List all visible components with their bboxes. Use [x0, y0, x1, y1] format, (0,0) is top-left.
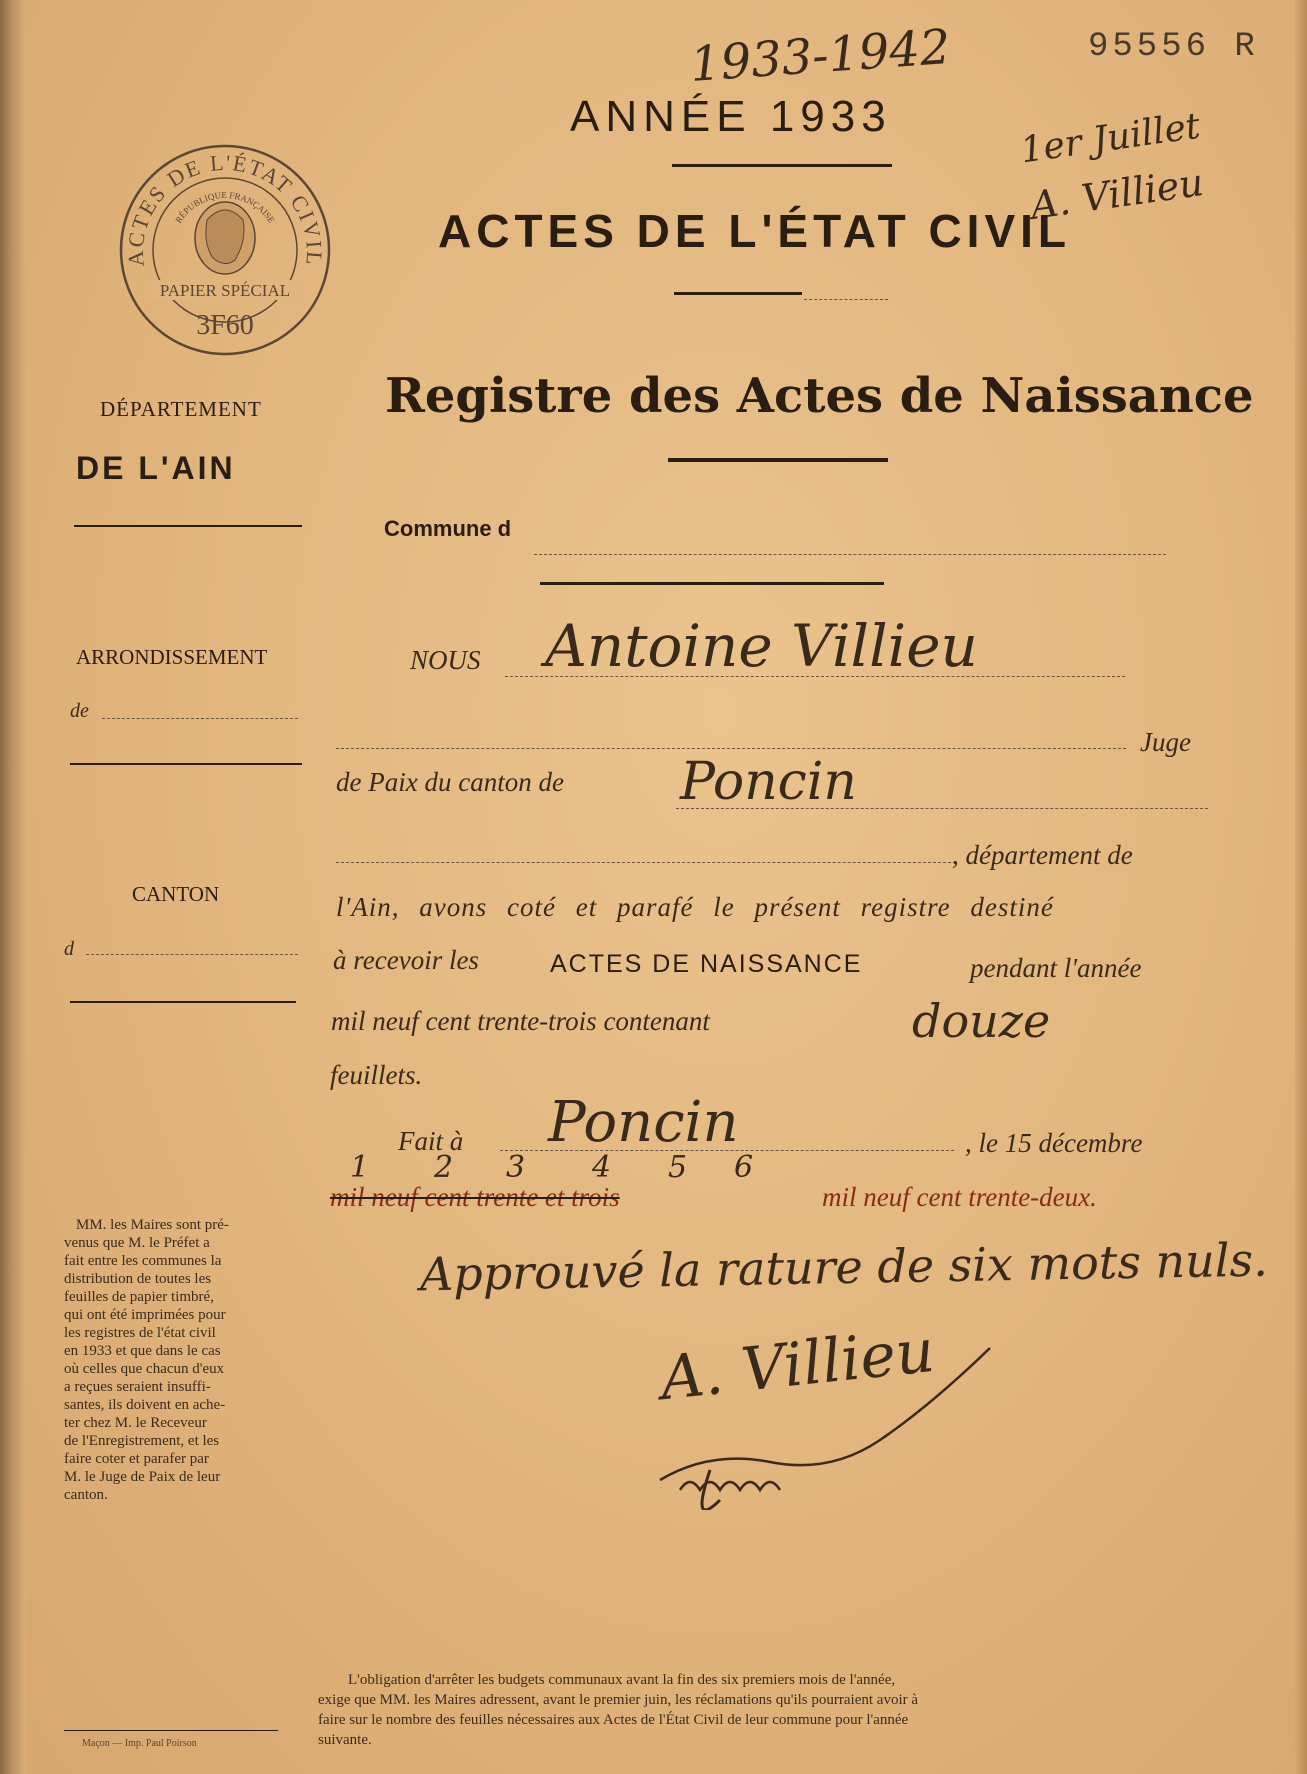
mayor-notice	[64, 1216, 292, 1504]
stamp-inner-text: RÉPUBLIQUE FRANÇAISE	[173, 189, 277, 225]
canton-field[interactable]	[86, 954, 298, 955]
rule	[70, 763, 302, 765]
rule	[74, 525, 302, 527]
arrondissement-de: de	[70, 700, 89, 722]
printer-credit: Maçon — Imp. Paul Poirson	[82, 1738, 197, 1749]
strike-number: 2	[434, 1150, 454, 1185]
rule	[672, 164, 892, 167]
canton-name: Poncin	[680, 752, 857, 812]
fait-place: Poncin	[548, 1090, 739, 1155]
notice-line: en 1933 et que dans le cas	[64, 1343, 221, 1359]
page-edge	[1295, 0, 1307, 1774]
arrondissement-field[interactable]	[102, 718, 298, 719]
notice-line: fait entre les communes la	[64, 1253, 222, 1269]
signature-flourish	[650, 1330, 1010, 1510]
stamp-price: 3F60	[196, 310, 254, 341]
notice-line: où celles que chacun d'eux	[64, 1361, 225, 1377]
departement-field[interactable]	[336, 862, 956, 863]
notice-line: M. le Juge de Paix de leur	[64, 1469, 221, 1485]
date-label: , le 15 décembre	[965, 1128, 1143, 1158]
feuillets-label: feuillets.	[330, 1060, 423, 1090]
notice-line: distribution de toutes les	[64, 1271, 212, 1287]
margin-signature: A. Villieu	[1027, 160, 1207, 228]
strike-number: 5	[668, 1150, 688, 1185]
feuillets-count: douze	[912, 994, 1051, 1048]
notice-line: feuilles de papier timbré,	[64, 1289, 214, 1305]
strike-number: 1	[350, 1150, 370, 1185]
year-text: mil neuf cent trente-deux.	[822, 1182, 1097, 1212]
archive-years: 1933-1942	[688, 18, 953, 94]
canton-name-field[interactable]	[676, 808, 1208, 809]
strike-number: 6	[734, 1150, 754, 1185]
commune-field[interactable]	[534, 554, 1166, 555]
footer-line: suivante.	[318, 1732, 372, 1748]
register-subtitle: Registre des Actes de Naissance	[385, 368, 1254, 424]
margin-date: 1er Juillet	[1018, 105, 1203, 172]
rule	[804, 299, 888, 300]
tax-stamp	[115, 140, 335, 360]
notice-line: qui ont été imprimées pour	[64, 1307, 226, 1323]
budget-notice	[318, 1670, 1198, 1750]
notice-line: MM. les Maires sont pré-	[76, 1217, 229, 1233]
stamp-ring-text: ACTES DE L'ÉTAT CIVIL	[122, 149, 328, 268]
notice-line: ter chez M. le Receveur	[64, 1415, 207, 1431]
binding-edge	[0, 0, 26, 1774]
rule	[64, 1730, 278, 1731]
tax-stamp-graphic	[115, 140, 335, 360]
body-line-2a: à recevoir les	[333, 945, 479, 975]
notice-line: les registres de l'état civil	[64, 1325, 216, 1341]
judge-name: Antoine Villieu	[545, 612, 978, 680]
rule	[70, 1001, 296, 1003]
footer-line: faire sur le nombre des feuilles nécessaires aux Actes de l'État Civil de leur commune pour l'année	[318, 1712, 909, 1728]
arrondissement-label: ARRONDISSEMENT	[76, 645, 268, 669]
archive-ref: 95556 R	[1088, 28, 1259, 66]
paix-label: de Paix du canton de	[336, 767, 564, 797]
approval-note: Approuvé la rature de six mots nuls.	[419, 1232, 1269, 1302]
notice-line: canton.	[64, 1487, 108, 1503]
departement-label: DÉPARTEMENT	[100, 397, 262, 421]
footer-line: L'obligation d'arrêter les budgets communaux avant la fin des six premiers mois de l'année,	[348, 1672, 896, 1688]
year-heading: ANNÉE 1933	[570, 92, 892, 141]
body-line-3: mil neuf cent trente-trois contenant	[331, 1006, 710, 1036]
fait-label: Fait à	[398, 1126, 464, 1156]
notice-line: santes, ils doivent en ache-	[64, 1397, 226, 1413]
judge-signature: A. Villieu	[657, 1315, 938, 1415]
struck-text: mil neuf cent trente et trois	[330, 1182, 620, 1212]
page-title: ACTES DE L'ÉTAT CIVIL	[438, 205, 1072, 257]
strike-number: 4	[592, 1150, 612, 1185]
juge-label: Juge	[1140, 727, 1191, 757]
strike-number: 3	[506, 1150, 526, 1185]
notice-line: venus que M. le Préfet a	[64, 1235, 210, 1251]
rule	[540, 582, 884, 585]
commune-label: Commune d	[384, 516, 512, 541]
judge-name-field[interactable]	[505, 676, 1125, 677]
canton-label: CANTON	[132, 882, 220, 906]
fait-place-field[interactable]	[500, 1150, 954, 1151]
nous-label: NOUS	[410, 645, 481, 675]
canton-d: d	[64, 938, 74, 960]
body-line-2c: pendant l'année	[970, 953, 1142, 983]
body-line-1: l'Ain, avons coté et parafé le présent registre destiné	[336, 892, 1054, 922]
departement-value: DE L'AIN	[76, 450, 236, 486]
body-line-2b: ACTES DE NAISSANCE	[550, 950, 863, 978]
departement-tail: , département de	[952, 840, 1133, 870]
notice-line: de l'Enregistrement, et les	[64, 1433, 220, 1449]
judge-name-field-cont[interactable]	[336, 748, 1126, 749]
rule	[668, 458, 888, 462]
stamp-label: PAPIER SPÉCIAL	[159, 281, 291, 300]
footer-line: exige que MM. les Maires adressent, avant le premier juin, les réclamations qu'ils pourraient avoir à	[318, 1692, 919, 1708]
notice-line: a reçues seraient insuffi-	[64, 1379, 211, 1395]
notice-line: faire coter et parafer par	[64, 1451, 209, 1467]
rule	[674, 292, 802, 295]
